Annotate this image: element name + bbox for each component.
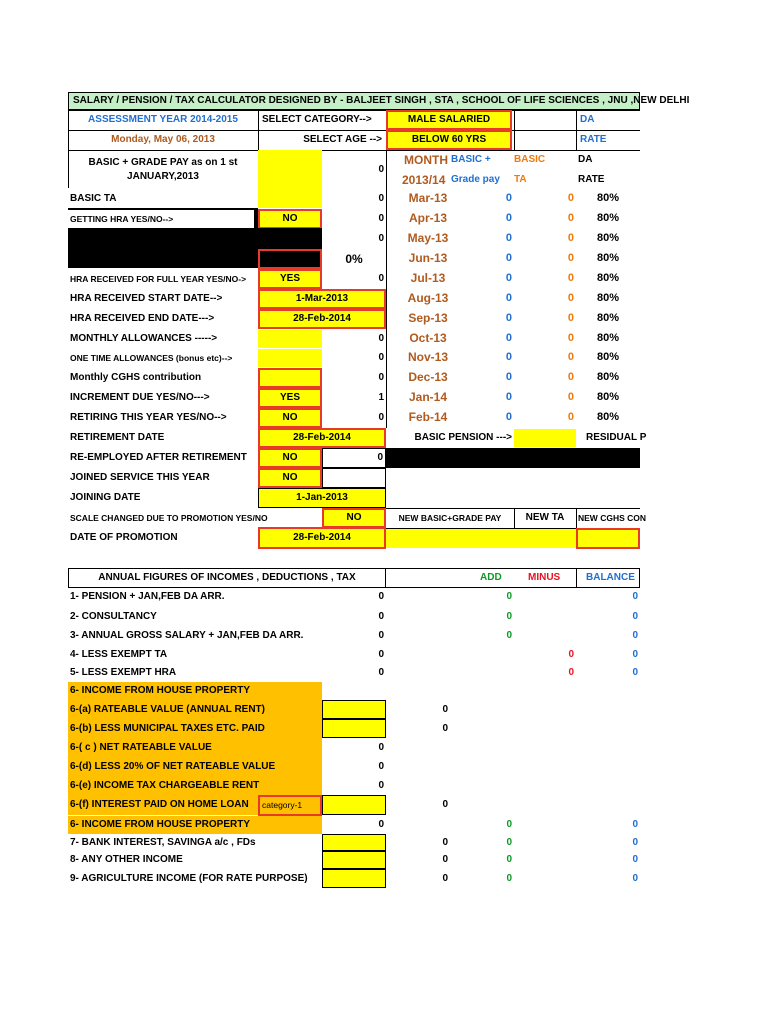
month-cell: Jul-13	[410, 271, 446, 285]
calculator-title: SALARY / PENSION / TAX CALCULATOR DESIGNED BY - BALJEET SINGH , STA , SCHOOL OF LIFE SCIENCES , JNU ,NEW DELHI	[68, 92, 640, 110]
bank-interest-balance: 0	[632, 836, 638, 848]
month-header: MONTH	[404, 153, 448, 167]
da-rate-cell: 80%	[596, 410, 620, 423]
municipal-tax-value: 0	[442, 723, 448, 734]
basic-ta-value: 0	[378, 193, 384, 204]
hra-start-label: HRA RECEIVED START DATE-->	[70, 293, 223, 304]
basic-grade-cell: 0	[505, 271, 512, 284]
retirement-date-label: RETIREMENT DATE	[70, 432, 165, 443]
other-income-input[interactable]	[322, 851, 386, 869]
agriculture-income-label: 9- AGRICULTURE INCOME (FOR RATE PURPOSE)	[70, 872, 308, 884]
add-header: ADD	[480, 572, 502, 583]
retiring-select[interactable]: NO	[258, 408, 322, 428]
bank-interest-value: 0	[442, 836, 448, 848]
basic-grade-cell: 0	[505, 350, 512, 363]
one-time-value: 0	[378, 352, 384, 363]
basic-ta-cell: 0	[567, 291, 574, 304]
basic-ta-cell: 0	[567, 370, 574, 383]
consultancy-row-add: 0	[506, 611, 512, 622]
one-time-input[interactable]	[258, 349, 322, 367]
exempt-ta-row-balance: 0	[632, 649, 638, 660]
month-cell: Sep-13	[408, 311, 448, 325]
hra-full-value: 0	[378, 273, 384, 284]
hra-end-label: HRA RECEIVED END DATE--->	[70, 313, 215, 324]
exempt-hra-row-minus: 0	[568, 667, 574, 678]
other-income-add: 0	[506, 854, 512, 865]
increment-select[interactable]: YES	[258, 388, 322, 408]
age-select[interactable]: BELOW 60 YRS	[386, 130, 512, 150]
monthly-allowances-value: 0	[378, 333, 384, 344]
black-input[interactable]	[258, 249, 322, 269]
hidden-value: 0	[378, 233, 384, 244]
select-category-label: SELECT CATEGORY-->	[262, 114, 372, 125]
basic-grade-cell: 0	[505, 211, 512, 224]
month-cell: Oct-13	[409, 331, 447, 345]
reemployed-label: RE-EMPLOYED AFTER RETIREMENT	[70, 452, 247, 463]
hra-getting-select[interactable]: NO	[258, 209, 322, 229]
black-band	[386, 448, 640, 468]
other-income-value: 0	[442, 854, 448, 865]
new-cghs-input[interactable]	[576, 528, 640, 549]
basic-grade-cell: 0	[505, 311, 512, 324]
new-basic-label: NEW BASIC+GRADE PAY	[398, 512, 502, 523]
basic-ta-cell: 0	[567, 191, 574, 204]
basic-grade-value: 0	[378, 164, 384, 175]
net-rateable-label: 6-( c ) NET RATEABLE VALUE	[68, 738, 322, 757]
basic-ta-cell: 0	[567, 350, 574, 363]
month-cell: May-13	[407, 231, 449, 245]
basic-ta-cell: 0	[567, 251, 574, 264]
basic-ta-cell: 0	[567, 231, 574, 244]
gross-salary-row-add: 0	[506, 630, 512, 641]
da-rate-cell: 80%	[596, 390, 620, 403]
pension-row-balance: 0	[632, 591, 638, 602]
hra-getting-value: 0	[378, 213, 384, 224]
net-rateable-value: 0	[378, 741, 384, 753]
month-cell: Aug-13	[407, 291, 449, 305]
house-property-total-balance: 0	[632, 819, 638, 830]
exempt-hra-row-value: 0	[378, 667, 384, 678]
exempt-hra-row-label: 5- LESS EXEMPT HRA	[70, 667, 177, 678]
reemployed-select[interactable]: NO	[258, 448, 322, 468]
basic-pension-label: BASIC PENSION --->	[414, 432, 512, 443]
basic-ta-header-1: BASIC	[514, 154, 546, 165]
rateable-value-label: 6-(a) RATEABLE VALUE (ANNUAL RENT)	[68, 700, 322, 719]
basic-grade-cell: 0	[505, 191, 512, 204]
balance-header: BALANCE	[586, 572, 635, 583]
da-rate-cell: 80%	[596, 191, 620, 204]
da-rate-cell: 80%	[596, 311, 620, 324]
municipal-tax-label: 6-(b) LESS MUNICIPAL TAXES ETC. PAID	[68, 719, 322, 738]
basic-pension-input[interactable]	[514, 429, 576, 447]
house-property-header: 6- INCOME FROM HOUSE PROPERTY	[68, 682, 322, 700]
promotion-date-input[interactable]: 28-Feb-2014	[258, 527, 386, 549]
rateable-value-value: 0	[442, 704, 448, 715]
da-rate-cell: 80%	[596, 350, 620, 363]
month-cell: Dec-13	[408, 370, 448, 384]
agriculture-income-add: 0	[506, 872, 512, 884]
chargeable-rent-label: 6-(e) INCOME TAX CHARGEABLE RENT	[68, 776, 322, 795]
hra-getting-label: GETTING HRA YES/NO-->	[68, 210, 254, 228]
basic-grade-header-1: BASIC +	[451, 154, 491, 165]
cghs-label: Monthly CGHS contribution	[70, 372, 202, 383]
basic-grade-cell: 0	[505, 251, 512, 264]
exempt-ta-row-value: 0	[378, 649, 384, 660]
consultancy-row-balance: 0	[632, 611, 638, 622]
category-select[interactable]: MALE SALARIED	[386, 110, 512, 130]
consultancy-row-label: 2- CONSULTANCY	[70, 611, 157, 622]
bank-interest-add: 0	[506, 836, 512, 848]
month-cell: Feb-14	[408, 410, 448, 424]
gross-salary-row-value: 0	[378, 630, 384, 641]
cghs-value: 0	[378, 372, 384, 383]
basic-grade-cell: 0	[505, 370, 512, 383]
hra-full-select[interactable]: YES	[258, 269, 322, 289]
home-loan-interest-input[interactable]	[322, 795, 386, 815]
da-header: DA	[580, 114, 595, 125]
house-property-total-value: 0	[378, 819, 384, 830]
bank-interest-input[interactable]	[322, 834, 386, 851]
current-date: Monday, May 06, 2013	[111, 134, 215, 145]
other-income-label: 8- ANY OTHER INCOME	[70, 854, 183, 865]
da-rate-cell: 80%	[596, 231, 620, 244]
basic-grade-label: BASIC + GRADE PAY as on 1 st JANUARY,2013	[88, 157, 238, 182]
new-basic-input[interactable]	[386, 529, 514, 548]
cghs-input[interactable]	[258, 368, 322, 388]
agriculture-income-balance: 0	[632, 872, 638, 884]
retiring-value: 0	[378, 412, 384, 423]
basic-grade-header-2: Grade pay	[451, 174, 500, 185]
assessment-year: ASSESSMENT YEAR 2014-2015	[88, 114, 238, 125]
basic-ta-header-2: TA	[514, 174, 527, 185]
other-income-balance: 0	[632, 854, 638, 865]
residual-label: RESIDUAL P	[586, 432, 647, 443]
exempt-hra-row-balance: 0	[632, 667, 638, 678]
agriculture-income-value: 0	[442, 872, 448, 884]
month-cell: Apr-13	[408, 211, 447, 225]
bank-interest-label: 7- BANK INTEREST, SAVINGA a/c , FDs	[70, 836, 256, 848]
gross-salary-row-balance: 0	[632, 630, 638, 641]
exempt-ta-row-label: 4- LESS EXEMPT TA	[70, 649, 168, 660]
joined-cell	[322, 468, 386, 488]
exempt-ta-row-minus: 0	[568, 649, 574, 660]
month-cell: Jan-14	[408, 390, 448, 404]
basic-grade-cell: 0	[505, 331, 512, 344]
rate-header: RATE	[580, 134, 607, 145]
basic-grade-cell: 0	[505, 410, 512, 423]
home-loan-category-select[interactable]: category-1	[258, 795, 322, 816]
chargeable-rent-value: 0	[378, 779, 384, 791]
joining-date-input[interactable]: 1-Jan-2013	[258, 488, 386, 508]
basic-grade-cell: 0	[505, 231, 512, 244]
new-ta-label: NEW TA	[525, 512, 565, 523]
basic-ta-input[interactable]	[258, 190, 322, 208]
less-20-label: 6-(d) LESS 20% OF NET RATEABLE VALUE	[68, 757, 322, 776]
da-rate-cell: 80%	[596, 291, 620, 304]
month-cell: Jun-13	[408, 251, 448, 265]
month-cell: Mar-13	[408, 191, 448, 205]
retirement-date-input[interactable]: 28-Feb-2014	[258, 428, 386, 448]
rateable-value-input[interactable]	[322, 700, 386, 719]
da-rate-cell: 80%	[596, 370, 620, 383]
monthly-allowances-input[interactable]	[258, 330, 322, 348]
da-rate-cell: 80%	[596, 251, 620, 264]
less-20-value: 0	[378, 760, 384, 772]
basic-grade-input[interactable]	[258, 150, 322, 190]
da-rate-header-1: DA	[578, 154, 593, 165]
basic-ta-cell: 0	[567, 410, 574, 423]
monthly-allowances-label: MONTHLY ALLOWANCES ----->	[70, 333, 218, 344]
minus-header: MINUS	[528, 572, 561, 583]
hra-end-input[interactable]: 28-Feb-2014	[258, 309, 386, 329]
joining-date-label: JOINING DATE	[70, 492, 141, 503]
basic-grade-cell: 0	[505, 390, 512, 403]
basic-ta-cell: 0	[567, 311, 574, 324]
one-time-label: ONE TIME ALLOWANCES (bonus etc)-->	[70, 352, 233, 363]
zero-percent: 0%	[345, 252, 363, 266]
basic-ta-label: BASIC TA	[70, 193, 117, 204]
house-property-total-add: 0	[506, 819, 512, 830]
new-ta-input[interactable]	[514, 529, 576, 548]
basic-ta-cell: 0	[567, 271, 574, 284]
increment-value: 1	[378, 392, 384, 403]
joined-label: JOINED SERVICE THIS YEAR	[70, 472, 210, 483]
da-rate-cell: 80%	[596, 211, 620, 224]
increment-label: INCREMENT DUE YES/NO--->	[70, 392, 210, 403]
basic-ta-cell: 0	[567, 331, 574, 344]
retiring-label: RETIRING THIS YEAR YES/NO-->	[70, 412, 227, 423]
hra-start-input[interactable]: 1-Mar-2013	[258, 289, 386, 309]
scale-label: SCALE CHANGED DUE TO PROMOTION YES/NO	[70, 512, 268, 523]
basic-ta-cell: 0	[567, 390, 574, 403]
month-cell: Nov-13	[407, 350, 448, 364]
hra-full-label: HRA RECEIVED FOR FULL YEAR YES/NO->	[70, 273, 247, 284]
da-rate-cell: 80%	[596, 271, 620, 284]
consultancy-row-value: 0	[378, 611, 384, 622]
joined-select[interactable]: NO	[258, 468, 322, 488]
promotion-label: DATE OF PROMOTION	[70, 532, 178, 543]
scale-select[interactable]: NO	[322, 508, 386, 528]
pension-row-value: 0	[378, 591, 384, 602]
da-rate-cell: 80%	[596, 331, 620, 344]
pension-row-label: 1- PENSION + JAN,FEB DA ARR.	[70, 591, 225, 602]
reemployed-value: 0	[322, 448, 386, 468]
home-loan-interest-value: 0	[442, 799, 448, 810]
gross-salary-row-label: 3- ANNUAL GROSS SALARY + JAN,FEB DA ARR.	[70, 630, 304, 641]
home-loan-interest-label: 6-(f) INTEREST PAID ON HOME LOAN	[68, 795, 258, 815]
agriculture-income-input[interactable]	[322, 869, 386, 888]
house-property-total-label: 6- INCOME FROM HOUSE PROPERTY	[68, 816, 322, 834]
basic-ta-cell: 0	[567, 211, 574, 224]
municipal-tax-input[interactable]	[322, 719, 386, 738]
year-header: 2013/14	[402, 173, 446, 187]
annual-header: ANNUAL FIGURES OF INCOMES , DEDUCTIONS , TAX	[68, 568, 386, 588]
pension-row-add: 0	[506, 591, 512, 602]
basic-grade-cell: 0	[505, 291, 512, 304]
new-cghs-label: NEW CGHS CON	[578, 512, 646, 523]
da-rate-header-2: RATE	[578, 174, 605, 185]
select-age-label: SELECT AGE -->	[303, 134, 382, 145]
